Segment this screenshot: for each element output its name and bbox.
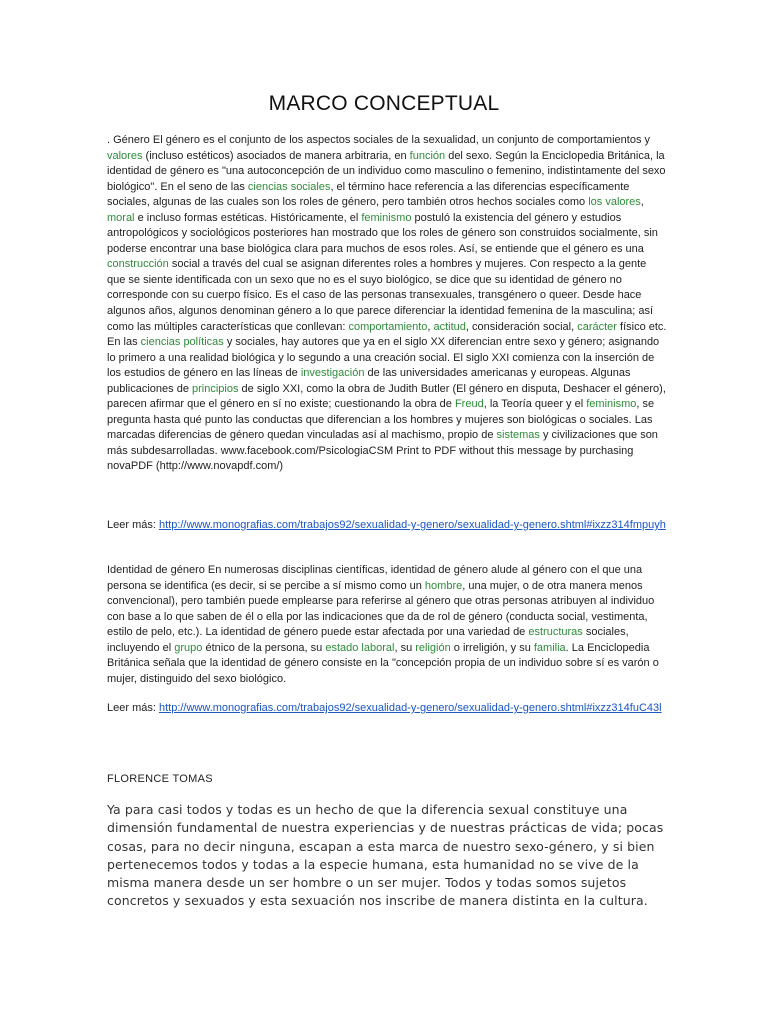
text-run: , [427,320,434,333]
link-freud[interactable]: Freud [454,398,484,411]
text-run: , [640,196,644,209]
text-run: y civilizaciones que son más subdesarrolladas. www.facebook.com/PsicologiaCSM Print to PDF without this message by purchasing novaPDF (http://www.novapdf.com/) [107,429,658,473]
link-estructuras[interactable]: estructuras [528,626,583,639]
link-valores[interactable]: valores [107,149,143,162]
text-run: de las universidades americanas y europeas. Algunas publicaciones de [107,367,631,395]
read-more-label: Leer más: [107,519,159,531]
text-run: , una mujer, o de otra manera menos convencional), pero también puede emplearse para referirse al género que otras personas atribuyen al individuo con base a lo que saben de él o ella por las indicaciones que da de rol de género (conducta social, vestimenta, estilo de pelo, etc.). La identidad de género puede estar afectada por una variedad de [107,579,655,639]
link-funcion[interactable]: función [409,149,446,162]
text-run: . La Enciclopedia Británica señala que la identidad de género consiste en la "concepción propia de un individuo sobre sí es varón o mujer, distinguido del sexo biológico. [107,641,659,685]
link-los-valores[interactable]: los valores [588,196,641,209]
link-principios[interactable]: principios [192,382,239,395]
text-run: , se pregunta hasta qué punto las conductas que diferencian a los hombres y mujeres son biológicas o sociales. Las marcadas diferencias de género quedan vinculadas así al machismo, propio de [107,398,655,442]
link-investigacion[interactable]: investigación [300,367,365,380]
text-run: étnico de la persona, su [202,641,326,654]
read-more-line [107,701,667,717]
link-ciencias-sociales[interactable]: ciencias sociales [247,180,331,193]
link-feminismo[interactable]: feminismo [361,211,412,224]
text-run: , la Teoría queer y el [483,398,587,411]
text-run: Identidad de género En numerosas disciplinas científicas, identidad de género alude al género con el que una persona se identifica (es decir, si se percibe a sí mismo como un [107,564,643,592]
link-familia[interactable]: familia [533,641,566,654]
text-run: y sociales, hay autores que ya en el siglo XX diferencian entre sexo y género; asignando lo primero a una realidad biológica y lo segundo a una creación social. El siglo XXI comienza con la inserción de los estudios de género en las líneas de [107,336,660,380]
identidad-paragraph [107,563,667,687]
quote-paragraph: Ya para casi todos y todas es un hecho de que la diferencia sexual constituye una dimensión fundamental de nuestra experiencias y de nuestras prácticas de vida; pocas cosas, para no decir ninguna, escapan a esta marca de nuestro sexo-género, y si bien pertenecemos todos y todas a la especie humana, esta humanidad no se vive de la misma manera desde un ser hombre o un ser mujer. Todos y todas somos sujetos concretos y sexuados y esta sexuación nos inscribe de manera distinta en la cultura. [107,802,664,909]
text-run: físico etc. En las [107,320,667,349]
read-more-label: Leer más: [107,702,159,714]
text-run: , el término hace referencia a las diferencias específicamente sociales, algunas de las cuales son los roles de género, pero también otros hechos sociales como [107,180,630,209]
text-run: (incluso estéticos) asociados de manera arbitraria, en [142,149,410,162]
link-grupo[interactable]: grupo [174,641,203,654]
text-run: , su [394,641,416,654]
read-more-link[interactable]: http://www.monografias.com/trabajos92/sexualidad-y-genero/sexualidad-y-genero.shtml#ixzz314fmpuyh [158,519,666,531]
link-construccion[interactable]: construcción [107,258,169,271]
link-comportamiento[interactable]: comportamiento [348,320,428,333]
read-more-line [107,518,667,534]
text-run: o irreligión, y su [450,641,534,654]
text-run: e incluso formas estéticas. Históricamente, el [134,211,362,224]
text-run: . Género El género es el conjunto de los aspectos sociales de la sexualidad, un conjunto de comportamientos y [107,134,650,146]
genero-paragraph [107,133,667,475]
link-sistemas[interactable]: sistemas [496,429,540,442]
link-feminismo-2[interactable]: feminismo [586,398,637,411]
link-actitud[interactable]: actitud [433,320,466,333]
link-ciencias-politicas[interactable]: ciencias políticas [140,336,224,349]
page-title: MARCO CONCEPTUAL [268,92,500,115]
text-run: del sexo. Según la Enciclopedia Británica, la identidad de género es "una autoconcepción de un individuo como masculino o femenino, indistintamente del sexo biológico". En el seno de las [107,149,666,193]
text-run: de siglo XXI, como la obra de Judith Butler (El género en disputa, Deshacer el género), parecen afirmar que el género en sí no existe; cuestionando la obra de [107,382,666,411]
link-hombre[interactable]: hombre [424,579,463,592]
link-estado-laboral[interactable]: estado laboral [325,641,395,654]
text-run: sociales, incluyendo el [107,626,629,654]
read-more-link[interactable]: http://www.monografias.com/trabajos92/sexualidad-y-genero/sexualidad-y-genero.shtml#ixzz314fuC43l [158,702,662,714]
link-moral[interactable]: moral [107,211,135,224]
link-caracter[interactable]: carácter [577,320,617,333]
text-run: postuló la existencia del género y estudios antropológicos y sociológicos posteriores han mostrado que los roles de género son construidos socialmente, sin poderse encontrar una base biológica clara para muchos de esos roles. Así, se entiende que el género es una [107,211,658,255]
author-heading: FLORENCE TOMAS [107,773,213,785]
text-run: social a través del cual se asignan diferentes roles a hombres y mujeres. Con respecto a la gente que se siente identificada con un sexo que no es el suyo biológico, se dice que su identidad de género no corresponde con su cuerpo físico. Es el caso de las personas transexuales, transgénero o queer. Desde hace algunos años, algunos denominan género a lo que parece diferenciar la identidad femenina de la masculina; así como las múltiples características que conllevan: [107,258,654,333]
link-religion[interactable]: religión [415,641,451,654]
text-run: , consideración social, [465,320,578,333]
